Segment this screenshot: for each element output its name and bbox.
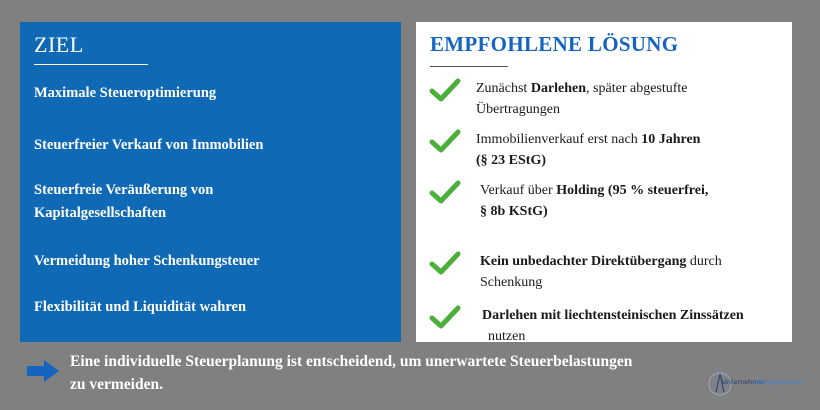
solution-text-pre: Verkauf über — [480, 183, 557, 198]
solution-item — [430, 251, 790, 297]
goal-item: Vermeidung hoher Schenkungsteuer — [34, 253, 260, 269]
logo-text-1: Unternehmer — [722, 378, 766, 386]
solution-text-bold: 10 Jahren — [641, 132, 701, 147]
solution-text-pre: Zunächst — [476, 81, 531, 96]
conclusion-text — [70, 350, 740, 396]
arrow-right-icon — [26, 360, 60, 382]
goals-title-underline — [34, 64, 148, 65]
goal-item: Steuerfreier Verkauf von Immobilien — [34, 137, 264, 153]
solutions-title-underline — [430, 66, 508, 67]
checkmark-icon — [430, 180, 460, 204]
solution-item — [430, 129, 790, 175]
solution-text-post: , später abgestufte — [586, 81, 688, 96]
solution-text-pre: Immobilienverkauf erst nach — [476, 132, 642, 147]
goals-panel — [20, 22, 401, 342]
solution-text — [476, 78, 688, 120]
checkmark-icon — [430, 129, 460, 153]
goal-item: Maximale Steueroptimierung — [34, 85, 217, 101]
solutions-title: EMPFOHLENE LÖSUNG — [430, 32, 679, 56]
goal-item: Steuerfreie Veräußerung von — [34, 182, 214, 198]
solution-text-line2: § 8b KStG) — [480, 204, 548, 219]
solution-text-bold: Holding (95 % steuerfrei, — [556, 183, 709, 198]
solution-text-line2: nutzen — [488, 329, 526, 344]
company-logo — [702, 362, 804, 402]
solution-text — [482, 305, 744, 347]
solution-text-bold: Darlehen mit liechtensteinischen Zinssätzen — [482, 308, 744, 323]
goals-title: ZIEL — [34, 32, 84, 57]
solution-text-post: durch — [686, 254, 722, 269]
checkmark-icon — [430, 305, 460, 329]
solution-text-line2: Übertragungen — [476, 102, 560, 117]
solution-text — [476, 129, 700, 171]
solution-text — [480, 180, 708, 222]
checkmark-icon — [430, 251, 460, 275]
logo-text-2: Kompositionen — [755, 378, 804, 386]
conclusion-line-2: zu vermeiden. — [70, 376, 163, 393]
solution-item — [430, 305, 790, 351]
solution-item — [430, 78, 790, 124]
solution-text-line2: Schenkung — [480, 275, 543, 290]
checkmark-icon — [430, 78, 460, 102]
solutions-panel — [416, 22, 792, 342]
solution-text-bold: Darlehen — [530, 81, 587, 96]
solution-text-bold: Kein unbedachter Direktübergang — [480, 254, 687, 269]
solution-item — [430, 180, 790, 226]
solution-text-line2: (§ 23 EStG) — [476, 153, 546, 168]
goal-item: Flexibilität und Liquidität wahren — [34, 299, 247, 315]
solution-text — [480, 251, 722, 293]
conclusion-line-1: Eine individuelle Steuerplanung ist entscheidend, um unerwartete Steuerbelastungen — [70, 353, 633, 370]
goal-item: Kapitalgesellschaften — [34, 205, 167, 221]
